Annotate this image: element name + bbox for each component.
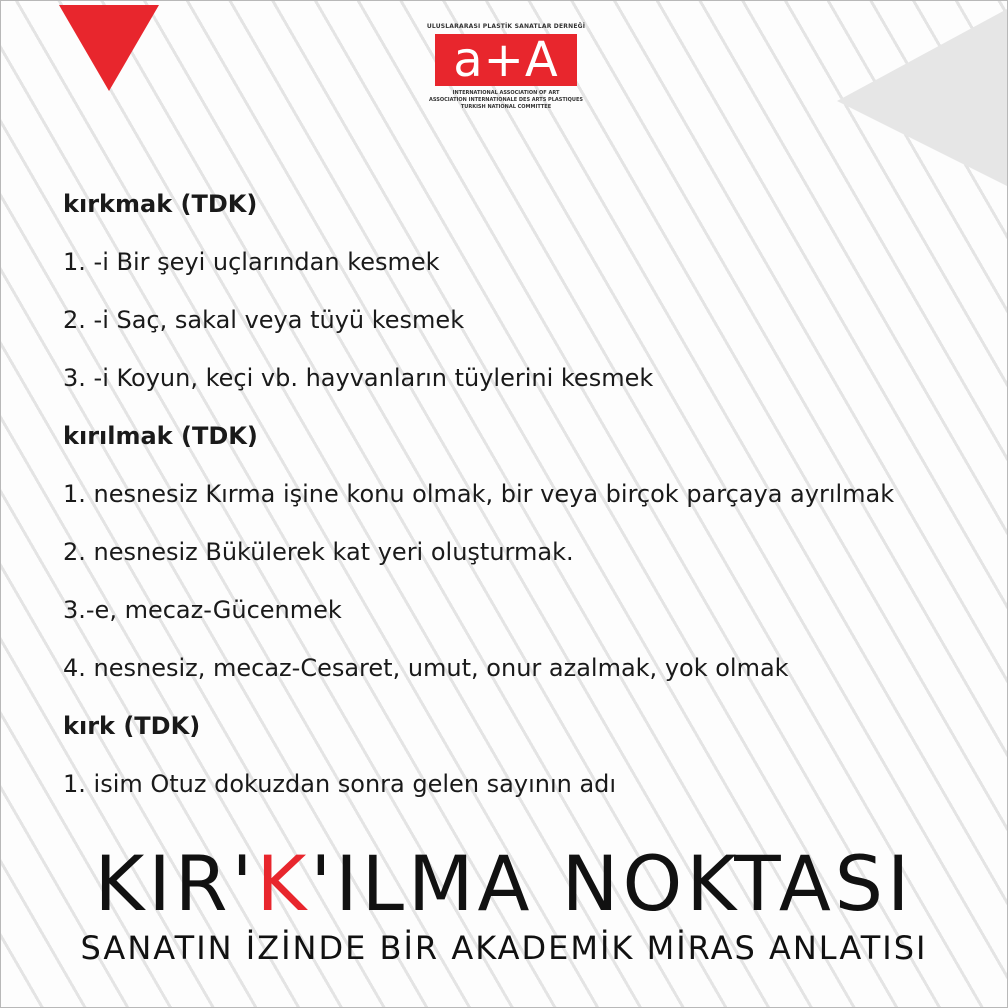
logo-top-text: ULUSLARARASI PLASTİK SANATLAR DERNEĞİ [426, 23, 586, 30]
title-highlight-letter: K [256, 839, 311, 928]
red-triangle-decoration [1, 1, 161, 96]
logo-bottom-line: INTERNATIONAL ASSOCIATION OF ART [452, 90, 560, 96]
logo-bottom-line: ASSOCIATION INTERNATIONALE DES ARTS PLASTIQUES [429, 97, 583, 103]
definition-line: 1. nesnesiz Kırma işine konu olmak, bir veya birçok parçaya ayrılmak [63, 480, 895, 508]
title-part-2: 'ILMA NOKTASI [310, 839, 914, 928]
logo-mark: a+A [435, 34, 577, 86]
entry-heading-kirk: kırk (TDK) [63, 712, 201, 740]
definition-line: 3.-e, mecaz-Gücenmek [63, 596, 342, 624]
gray-triangle-decoration [837, 1, 1007, 191]
entry-heading-kirilmak: kırılmak (TDK) [63, 422, 258, 450]
definition-line: 1. isim Otuz dokuzdan sonra gelen sayının adı [63, 770, 617, 798]
logo-bottom-line: TURKISH NATIONAL COMMITTEE [460, 104, 552, 110]
poster-title [1, 839, 1007, 928]
definition-line: 4. nesnesiz, mecaz-Cesaret, umut, onur azalmak, yok olmak [63, 654, 789, 682]
definition-line: 2. nesnesiz Bükülerek kat yeri oluşturmak. [63, 538, 574, 566]
definition-line: 2. -i Saç, sakal veya tüyü kesmek [63, 306, 465, 334]
definition-line: 3. -i Koyun, keçi vb. hayvanların tüylerini kesmek [63, 364, 654, 392]
definition-line: 1. -i Bir şeyi uçlarından kesmek [63, 248, 440, 276]
logo-bottom-text [411, 90, 601, 111]
definitions [63, 187, 983, 825]
logo [411, 23, 601, 111]
title-part-1: KIR' [94, 839, 257, 928]
poster-subtitle: SANATIN İZİNDE BİR AKADEMİK MİRAS ANLATISI [80, 929, 928, 967]
entry-heading-kirkmak: kırkmak (TDK) [63, 190, 258, 218]
